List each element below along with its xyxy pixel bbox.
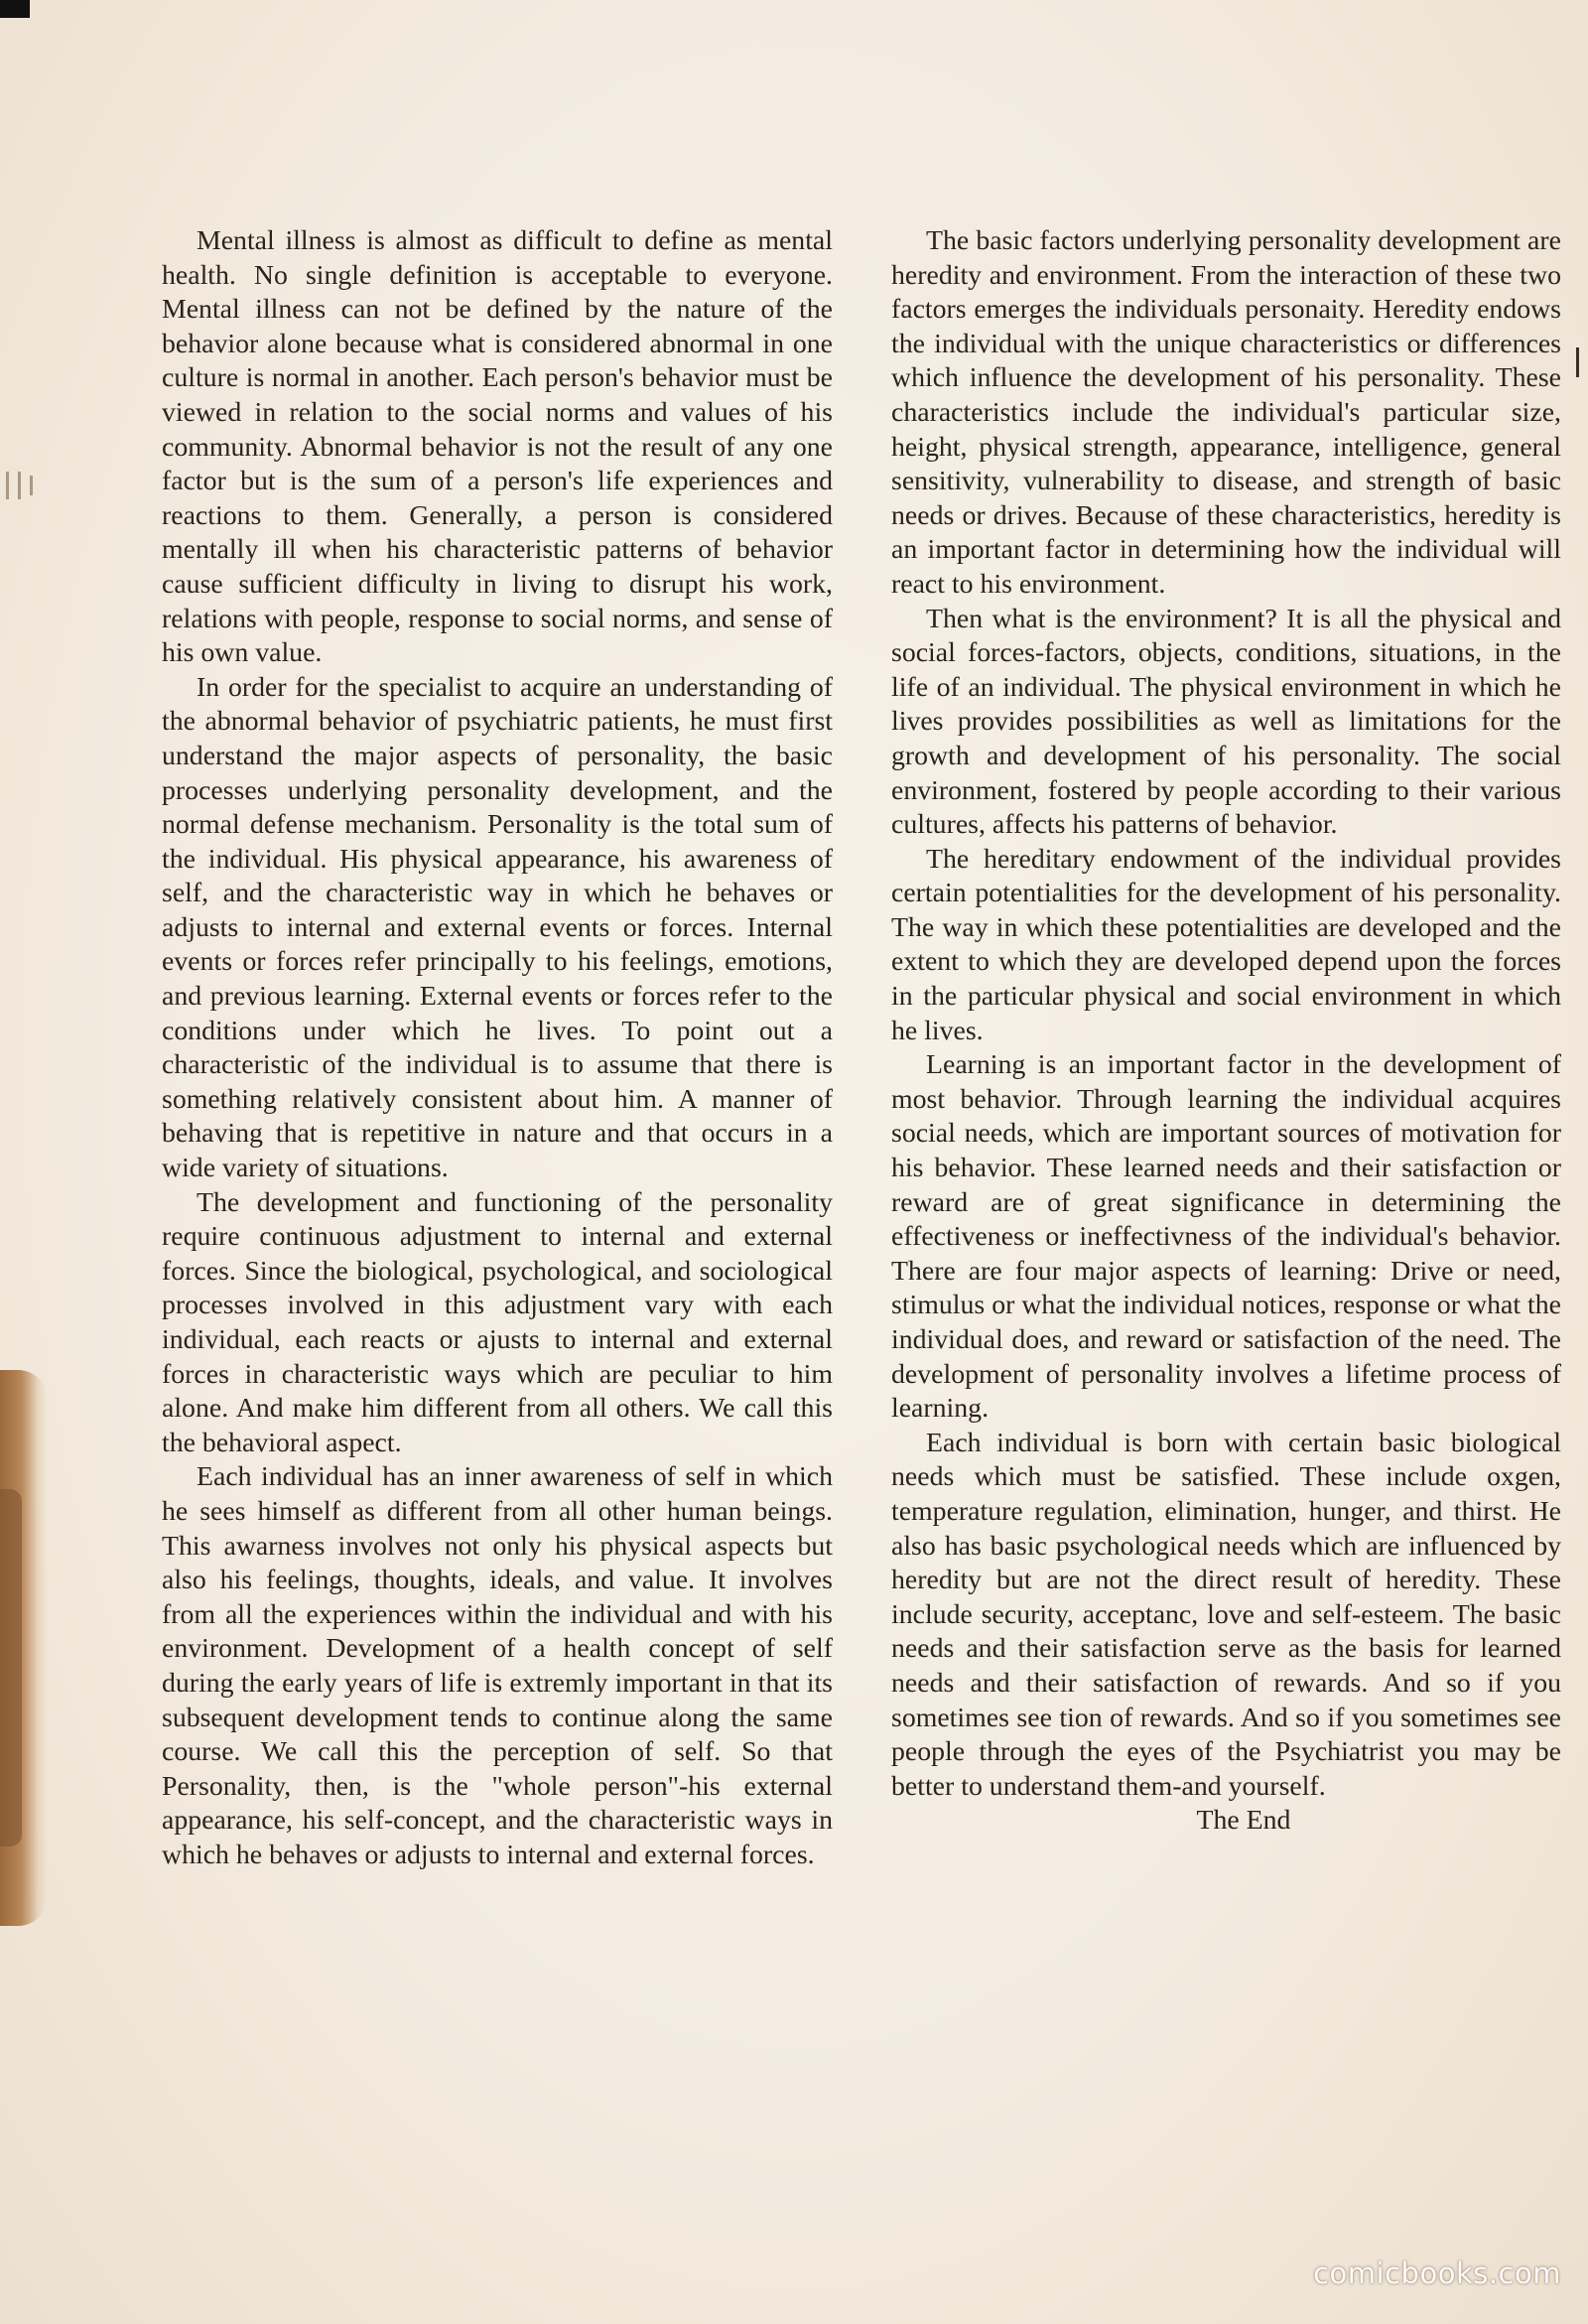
left-paragraph-4: Each individual has an inner awareness of self in which he sees himself as different from all other human beings. This awarness involves not only his physical aspects but also his feelings, thoughts, ideals, and value. It involves from all the experiences within the individual and with his environment. Development of a health concept of self during the early years of life is extremly important in that its subsequent development tends to continue along the same course. We call this the perception of self. So that Personality, then, is the "whole person"-his external appearance, his self-concept, and the characteristic ways in which he behaves or adjusts to internal and external forces. bbox=[162, 1461, 833, 1870]
page-stain-dark bbox=[0, 1489, 22, 1846]
right-edge-mark bbox=[1576, 347, 1579, 377]
left-paragraph-3: The development and functioning of the personality require continuous adjustment to internal and external forces. Since the biological, psychological, and sociological processes involved in this adjustment vary with each individual, each reacts or ajusts to internal and external forces in characteristic ways which are peculiar to him alone. And make him different from all others. We call this the behavioral aspect. bbox=[162, 1186, 833, 1458]
left-paragraph-2: In order for the specialist to acquire an understanding of the abnormal behavior of psychiatric patients, he must first understand the major aspects of personality, the basic processes underlying personality development, and the normal defense mechanism. Personality is the total sum of the individual. His physical appearance, his awareness of self, and the characteristic way in which he behaves or adjusts to internal and external events or forces. Internal events or forces refer principally to his feelings, emotions, and previous learning. External events or forces refer to the conditions under which he lives. To point out a characteristic of the individual is to assume that there is something relatively consistent about him. A manner of behaving that is repetitive in nature and that occurs in a wide variety of situations. bbox=[162, 671, 833, 1184]
right-paragraph-2: Then what is the environment? It is all the physical and social forces-factors, objects, conditions, situations, in the life of an individual. The physical environment in which he lives provides possibilities as well as limitations for the growth and development of his personality. The social environment, fostered by people according to their various cultures, affects his patterns of behavior. bbox=[891, 603, 1561, 841]
right-text-column bbox=[891, 224, 1561, 1839]
right-paragraph-4: Learning is an important factor in the development of most behavior. Through learning the individual acquires social needs, which are important sources of motivation for his behavior. These learned needs and their satisfaction or reward are of great significance in determining the effectiveness or ineffectivness of the individual's behavior. There are four major aspects of learning: Drive or need, stimulus or what the individual notices, response or what the individual does, and reward or satisfaction of the need. The development of personality involves a lifetime process of learning. bbox=[891, 1049, 1561, 1425]
right-paragraph-5: Each individual is born with certain basic biological needs which must be satisfied. These include oxgen, temperature regulation, elimination, hunger, and thirst. He also has basic psychological needs which are influenced by heredity but are not the direct result of heredity. These include security, acceptanc, love and self-esteem. The basic needs and their satisfaction serve as the basis for learned needs and their satisfaction of rewards. And so if you sometimes see tion of rewards. And so if you sometimes see people through the eyes of the Psychiatrist you may be better to understand them-and yourself. bbox=[891, 1427, 1561, 1802]
right-paragraph-3: The hereditary endowment of the individual provides certain potentialities for the development of his personality. The way in which these potentialities are developed and the extent to which they are developed depend upon the forces in the particular physical and social environment in which he lives. bbox=[891, 843, 1561, 1046]
corner-mark bbox=[0, 0, 30, 18]
left-paragraph-1: Mental illness is almost as difficult to define as mental health. No single definition is acceptable to everyone. Mental illness can not be defined by the nature of the behavior alone because what is considered abnormal in one culture is normal in another. Each person's behavior must be viewed in relation to the social norms and values of his community. Abnormal behavior is not the result of any one factor but is the sum of a person's life experiences and reactions to them. Generally, a person is considered mentally ill when his characteristic patterns of behavior cause sufficient difficulty in living to disrupt his work, relations with people, response to social norms, and sense of his own value. bbox=[162, 225, 833, 669]
edge-marks bbox=[6, 472, 46, 511]
right-paragraph-1: The basic factors underlying personality development are heredity and environment. From the interaction of these two factors emerges the individuals personaity. Heredity endows the individual with the unique characteristics or differences which influence the development of his personality. These characteristics include the individual's particular size, height, physical strength, appearance, intelligence, general sensitivity, vulnerability to disease, and strength of basic needs or drives. Because of these characteristics, heredity is an important factor in determining how the individual will react to his environment. bbox=[891, 225, 1561, 600]
closing-line: The End bbox=[1196, 1805, 1291, 1837]
watermark: comicbooks.com bbox=[1313, 2256, 1561, 2290]
left-text-column bbox=[162, 224, 833, 1873]
